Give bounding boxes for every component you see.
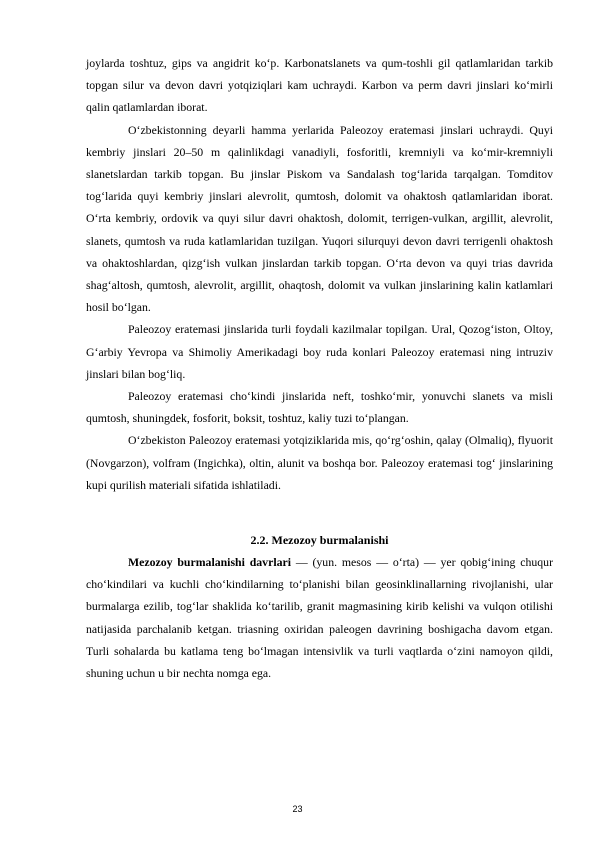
paragraph-5: Oʻzbekiston Paleozoy eratemasi yotqiziklarida mis, qoʻrgʻoshin, qalay (Olmaliq), flyuorit (Novgarzon), volfram (Ingichka), oltin, alunit va boshqa bor. Paleozoy eratemasi togʻ jinslarining kupi qurilish materiali sifatida ishlatiladi. [86, 433, 553, 492]
paragraph-3: Paleozoy eratemasi jinslarida turli foydali kazilmalar topilgan. Ural, Qozogʻiston, Oltoy, Gʻarbiy Yevropa va Shimoliy Amerikadagi boy ruda konlari Paleozoy eratemasi ning intruziv jinslari bilan bogʻliq. [86, 322, 553, 381]
paragraph-2: Oʻzbekistonning deyarli hamma yerlarida Paleozoy eratemasi jinslari uchraydi. Quyi kembriy jinslari 20–50 m qalinlikdagi vanadiyli, fosforitli, kremniyli va koʻmir-kremniyli slanetslardan tarkib topgan. Bu jinslar Piskom va Sandalash togʻlarida tarqalgan. Tomditov togʻlarida quyi kembriy jinslari alevrolit, qumtosh, dolomit va ohaktosh qatlamlaridan iborat. Oʻrta kembriy, ordovik va quyi silur davri ohaktosh, dolomit, terrigen-vulkan, argillit, alevrolit, slanets, qumtosh va ruda katlamlaridan tuzilgan. Yuqori silurquyi devon davri terrigenli ohaktosh va ohaktoshlardan, qizgʻish vulkan jinslardan tarkib topgan. Oʻrta devon va quyi trias davrida shagʻaltosh, qumtosh, alevrolit, argillit, ohaqtosh, dolomit va vulkan jinslarining kalin katlamlari hosil boʻlgan. [86, 122, 553, 315]
page-content [86, 52, 553, 684]
section-paragraph [86, 551, 553, 684]
section-body: — (yun. mesos — oʻrta) — yer qobigʻining chuqur choʻkindilari va kuchli choʻkindilarning toʻplanishi bilan geosinklinallarning rivojlanishi, ular burmalarga ezilib, togʻlar shaklida koʻtarilib, granit magmasining kirib kelishi va vulqon otilishi natijasida parchalanib ketgan. triasning oxiridan paleogen davrining boshigacha davom etgan. Turli sohalarda bu katlama teng boʻlmagan intensivlik va turli vaqtlarda oʻzini namoyon qildi, shuning uchun u bir nechta nomga ega. [86, 555, 553, 681]
page-number: 23 [292, 804, 303, 814]
paragraph-1: joylarda toshtuz, gips va angidrit koʻp. Karbonatslanets va qum-toshli gil qatlamlaridan tarkib topgan silur va devon davri yotqiziqlari kam uchraydi. Karbon va perm davri jinslari koʻmirli qalin qatlamlardan iborat. [86, 56, 553, 115]
section-heading: 2.2. Mezozoy burmalanishi [250, 533, 389, 548]
paragraph-4: Paleozoy eratemasi choʻkindi jinslarida neft, toshkoʻmir, yonuvchi slanets va misli qumtosh, shuningdek, fosforit, boksit, toshtuz, kaliy tuzi toʻplangan. [86, 389, 553, 426]
section-term: Mezozoy burmalanishi davrlari [128, 555, 292, 570]
